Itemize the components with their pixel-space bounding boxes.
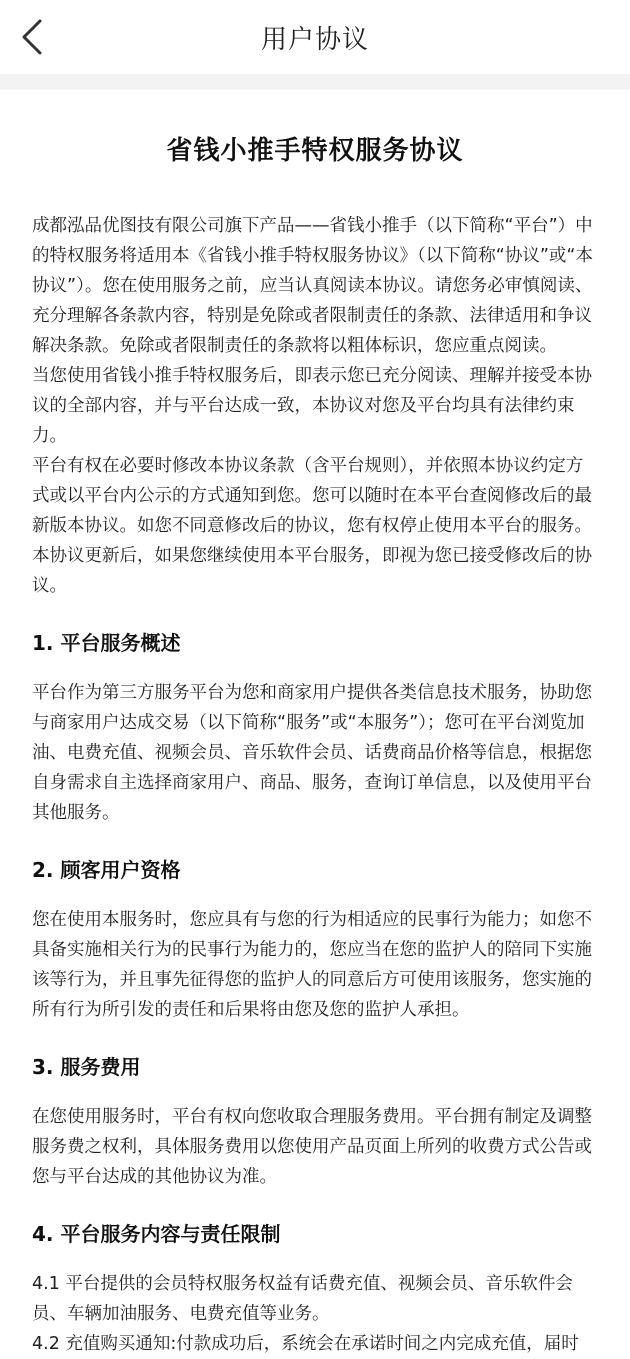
section-paragraph: 4.2 充值购买通知:付款成功后，系统会在承诺时间之内完成充值，届时: [32, 1334, 579, 1354]
section-heading: 1. 平台服务概述: [32, 631, 181, 655]
section-paragraph: 平台作为第三方服务平台为您和商家用户提供各类信息技术服务，协助您与商家用户达成交易（以下简称“服务”或“本服务”）；您可在平台浏览加油、电费充值、视频会员、音乐软件会员、话费商品价格等信息，根据您自身需求自主选择商家用户、商品、服务，查询订单信息，以及使用平台其他服务。: [32, 683, 592, 823]
intro-paragraph: 平台有权在必要时修改本协议条款（含平台规则），并依照本协议约定方式或以平台内公示的方式通知到您。您可以随时在本平台查阅修改后的最新版本协议。如您不同意修改后的协议，您有权停止使用本平台的服务。本协议更新后，如果您继续使用本平台服务，即视为您已接受修改后的协议。: [32, 456, 592, 596]
agreement-title: 省钱小推手特权服务协议: [166, 136, 464, 166]
intro-paragraph: 成都泓品优图技有限公司旗下产品——省钱小推手（以下简称“平台”）中的特权服务将适用本《省钱小推手特权服务协议》（以下简称“协议”或“本协议”）。您在使用服务之前，应当认真阅读本协议。请您务必审慎阅读、充分理解各条款内容，特别是免除或者限制责任的条款、法律适用和争议解决条款。免除或者限制责任的条款将以粗体标识，您应重点阅读。: [32, 216, 593, 356]
section-heading: 3. 服务费用: [32, 1055, 141, 1079]
page-title: 用户协议: [260, 24, 369, 55]
agreement-content[interactable]: [0, 90, 630, 1359]
back-button[interactable]: [10, 12, 54, 62]
chevron-left-icon: [21, 19, 43, 55]
section-paragraph: 在您使用服务时，平台有权向您收取合理服务费用。平台拥有制定及调整服务费之权利，具体服务费用以您使用产品页面上所列的收费方式公告或您与平台达成的其他协议为准。: [32, 1107, 592, 1187]
section-heading: 4. 平台服务内容与责任限制: [32, 1222, 281, 1246]
navigation-bar: [0, 0, 630, 74]
header-divider: [0, 74, 630, 90]
section-heading: 2. 顾客用户资格: [32, 858, 181, 882]
section-paragraph: 4.1 平台提供的会员特权服务权益有话费充值、视频会员、音乐软件会员、车辆加油服务、电费充值等业务。: [32, 1274, 573, 1324]
section-paragraph: 您在使用本服务时，您应具有与您的行为相适应的民事行为能力；如您不具备实施相关行为的民事行为能力的，您应当在您的监护人的陪同下实施该等行为，并且事先征得您的监护人的同意后方可使用该服务，您实施的所有行为所引发的责任和后果将由您及您的监护人承担。: [32, 910, 592, 1020]
intro-paragraph: 当您使用省钱小推手特权服务后，即表示您已充分阅读、理解并接受本协议的全部内容，并与平台达成一致，本协议对您及平台均具有法律约束力。: [32, 366, 592, 446]
